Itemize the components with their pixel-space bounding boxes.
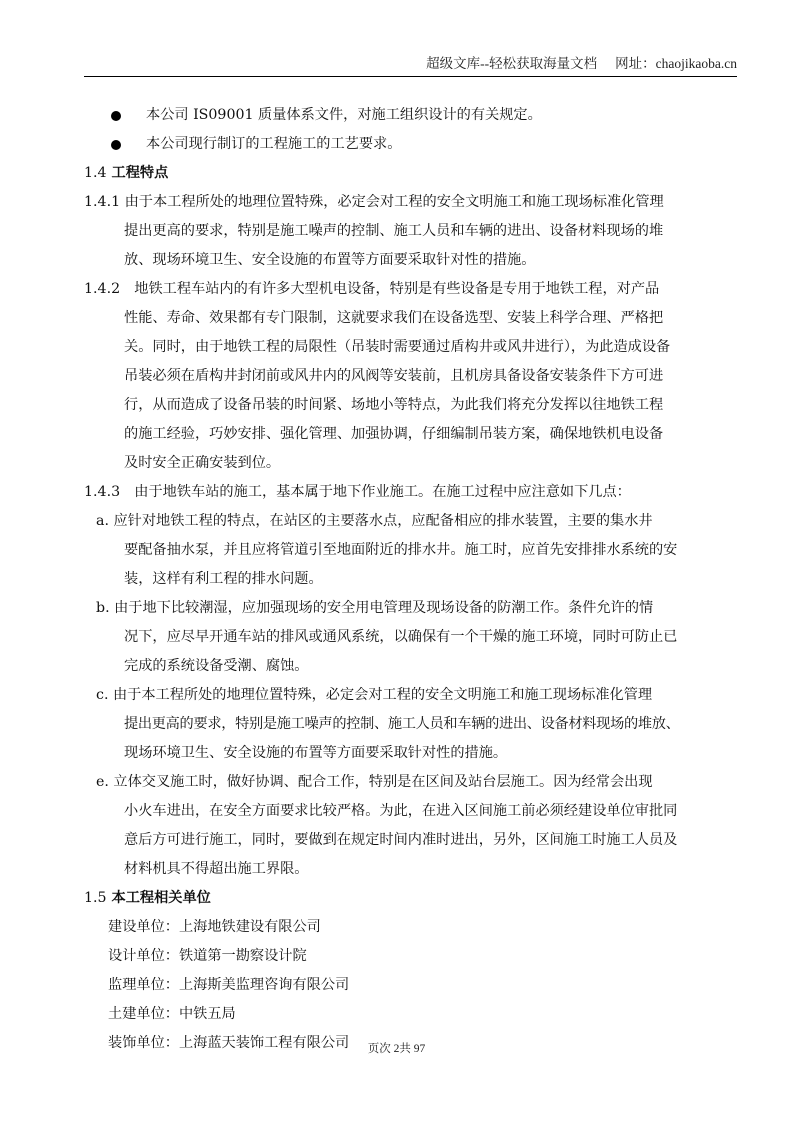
list-item-a: a. 应针对地铁工程的特点，在站区的主要落水点，应配备相应的排水装置，主要的集水井 要配备抽水泵，并且应将管道引至地面附近的排水井。施工时，应首先安排排水系统的安 装，这样有利工程的排水问题。: [96, 513, 678, 587]
bullet-text: 本公司现行制订的工程施工的工艺要求。: [146, 136, 402, 152]
list-item-c: c. 由于本工程所处的地理位置特殊，必定会对工程的安全文明施工和施工现场标准化管理 提出更高的要求，特别是施工噪声的控制、施工人员和车辆的进出、设备材料现场的堆放、 现场环境卫生、安全设施的布置等方面要采取针对性的措施。: [96, 687, 680, 761]
page-header: [84, 54, 737, 77]
unit-construction-owner: 建设单位：上海地铁建设有限公司: [108, 919, 321, 935]
paragraph-1-4-2: 1.4.2 地铁工程车站内的有许多大型机电设备，特别是有些设备是专用于地铁工程，对产品 性能、寿命、效果都有专门限制，这就要求我们在设备选型、安装上科学合理、严格把 关。同时，由于地铁工程的局限性（吊装时需要通过盾构井或风井进行），为此造成设备 吊装必须在盾构井封闭前或风井内的风阀等安装前，且机房具备设备安装条件下方可进 行，从而造成了设备吊装的时间紧、场地小等特点，为此我们将充分发挥以往地铁工程 的施工经验，巧妙安排、强化管理、加强协调，仔细编制吊装方案，确保地铁机电设备 及时安全正确安装到位。: [84, 281, 671, 471]
list-item-b: b. 由于地下比较潮湿，应加强现场的安全用电管理及现场设备的防潮工作。条件允许的情 况下，应尽早开通车站的排风或通风系统，以确保有一个干燥的施工环境，同时可防止已 完成的系统设备受潮、腐蚀。: [96, 600, 678, 674]
bullet-text: 本公司 IS09001 质量体系文件，对施工组织设计的有关规定。: [146, 107, 542, 123]
bullet-item: [84, 130, 738, 159]
section-heading-1-4: 1.4 工程特点: [84, 165, 169, 181]
bullet-dot-icon: [111, 140, 121, 150]
header-site-name: 超级文库--轻松获取海量文档: [426, 56, 598, 71]
section-heading-1-5: 1.5 本工程相关单位: [84, 890, 211, 906]
unit-decoration: 装饰单位：上海蓝天装饰工程有限公司: [108, 1035, 350, 1051]
header-url: 网址：chaojikaoba.cn: [615, 56, 737, 71]
bullet-item: [84, 101, 738, 130]
unit-supervision: 监理单位：上海斯美监理咨询有限公司: [108, 977, 350, 993]
unit-civil: 土建单位：中铁五局: [108, 1006, 236, 1022]
paragraph-1-4-3: 1.4.3 由于地铁车站的施工，基本属于地下作业施工。在施工过程中应注意如下几点：: [84, 484, 631, 500]
unit-design: 设计单位：铁道第一勘察设计院: [108, 948, 307, 964]
list-item-e: e. 立体交叉施工时，做好协调、配合工作，特别是在区间及站台层施工。因为经常会出现 小火车进出，在安全方面要求比较严格。为此，在进入区间施工前必须经建设单位审批同 意后方可进行施工，同时，要做到在规定时间内准时进出，另外，区间施工时施工人员及 材料机具不得超出施工界限。: [96, 774, 678, 877]
bullet-dot-icon: [111, 111, 121, 121]
document-body: [84, 101, 738, 1058]
page-number: 页次 2共 97: [367, 1043, 426, 1055]
paragraph-1-4-1: 1.4.1 由于本工程所处的地理位置特殊，必定会对工程的安全文明施工和施工现场标准化管理 提出更高的要求，特别是施工噪声的控制、施工人员和车辆的进出、设备材料现场的堆 放、现场环境卫生、安全设施的布置等方面要采取针对性的措施。: [84, 194, 664, 268]
page-footer: [0, 1040, 793, 1056]
